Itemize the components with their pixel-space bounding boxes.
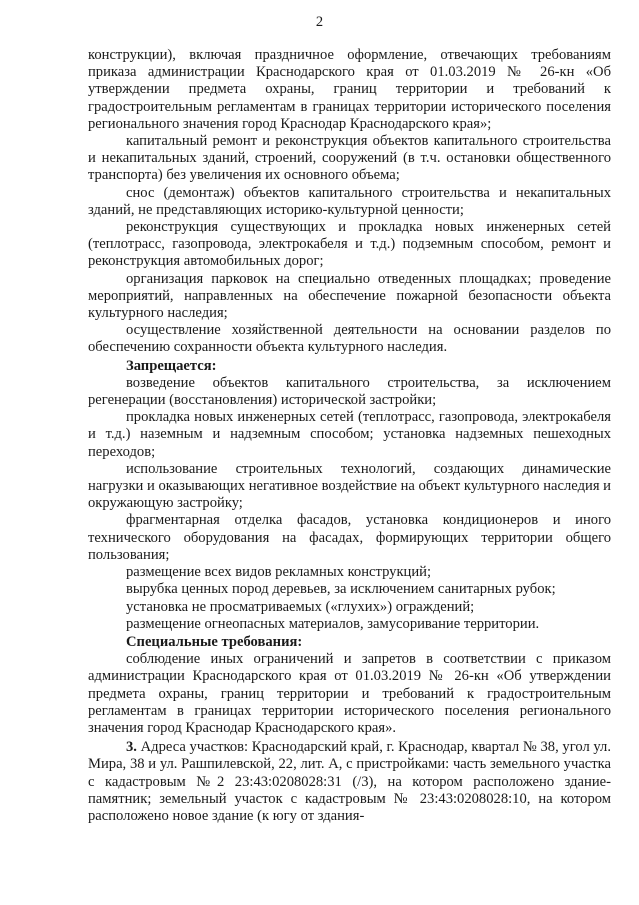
paragraph-continuation: конструкции), включая праздничное оформление, отвечающих требованиям приказа администрации Краснодарского края от 01.03.2019 № 26-кн «Об утверждении предмета охраны, границ территории и требований к градостроительным регламентам в границах территории исторического поселения регионального значения город Краснодар Краснодарского края»;: [88, 47, 611, 132]
paragraph-prohibit-technologies: использование строительных технологий, создающих динамические нагрузки и оказывающих негативное воздействие на объект культурного наследия и окружающую застройку;: [88, 460, 611, 512]
paragraph-prohibit-tree-felling: вырубка ценных пород деревьев, за исключением санитарных рубок;: [126, 581, 556, 598]
page-number: 2: [315, 14, 324, 30]
paragraph-prohibit-facades: фрагментарная отделка фасадов, установка кондиционеров и иного технического оборудования на фасадах, формирующих территории общего пользования;: [88, 512, 611, 563]
paragraph-demolition: снос (демонтаж) объектов капитального строительства и некапитальных зданий, не представляющих историко-культурной ценности;: [88, 184, 611, 218]
paragraph-prohibit-construction: возведение объектов капитального строительства, за исключением регенерации (восстановления) исторической застройки;: [88, 374, 611, 409]
section-3-paragraph: [88, 739, 611, 825]
paragraph-parking: организация парковок на специально отведенных площадках; проведение мероприятий, направленных на обеспечение пожарной безопасности объекта культурного наследия;: [88, 270, 611, 322]
heading-special-requirements: Специальные требования:: [126, 633, 303, 650]
section-3-number: 3.: [126, 739, 137, 756]
paragraph-special-requirement: соблюдение иных ограничений и запретов в соответствии с приказом администрации Краснодарского края от 01.03.2019 № 26-кн «Об утверждении предмета охраны, границ территории и требований к градостроительным регламентам в границах территории исторического поселения регионального значения город Краснодар Краснодарского края».: [88, 651, 611, 736]
paragraph-prohibit-advertising: размещение всех видов рекламных конструкций;: [126, 564, 432, 581]
heading-prohibited: Запрещается:: [126, 357, 217, 374]
paragraph-economic-activity: осуществление хозяйственной деятельности на основании разделов по обеспечению сохранности объекта культурного наследия.: [88, 322, 611, 356]
section-3-text: Адреса участков: Краснодарский край, г. Краснодар, квартал № 38, угол ул. Мира, 38 и ул. Рашпилевской, 22, лит. А, с пристройками: часть земельного участка с кадастровым №2 23:43:0208028:31 (/3), на котором расположено здание- памятник; земельный участок с кадастровым № 23:43:0208028:10, на котором расположено новое здание (к югу от здания-: [88, 739, 611, 824]
paragraph-prohibit-networks: прокладка новых инженерных сетей (теплотрасс, газопровода, электрокабеля и т.д.) наземным и надземным способом; установка надземных пешеходных переходов;: [88, 409, 611, 460]
paragraph-prohibit-flammables: размещение огнеопасных материалов, замусоривание территории.: [126, 615, 540, 632]
paragraph-prohibit-fences: установка не просматриваемых («глухих») ограждений;: [126, 598, 475, 615]
paragraph-utility-networks: реконструкция существующих и прокладка новых инженерных сетей (теплотрасс, газопровода, электрокабеля и т.д.) подземным способом, ремонт и реконструкция автомобильных дорог;: [88, 219, 611, 270]
paragraph-capital-repair: капитальный ремонт и реконструкция объектов капитального строительства и некапитальных зданий, строений, сооружений (в т.ч. остановки общественного транспорта) без увеличения их основного объема;: [88, 133, 611, 184]
document-body: [88, 47, 611, 825]
